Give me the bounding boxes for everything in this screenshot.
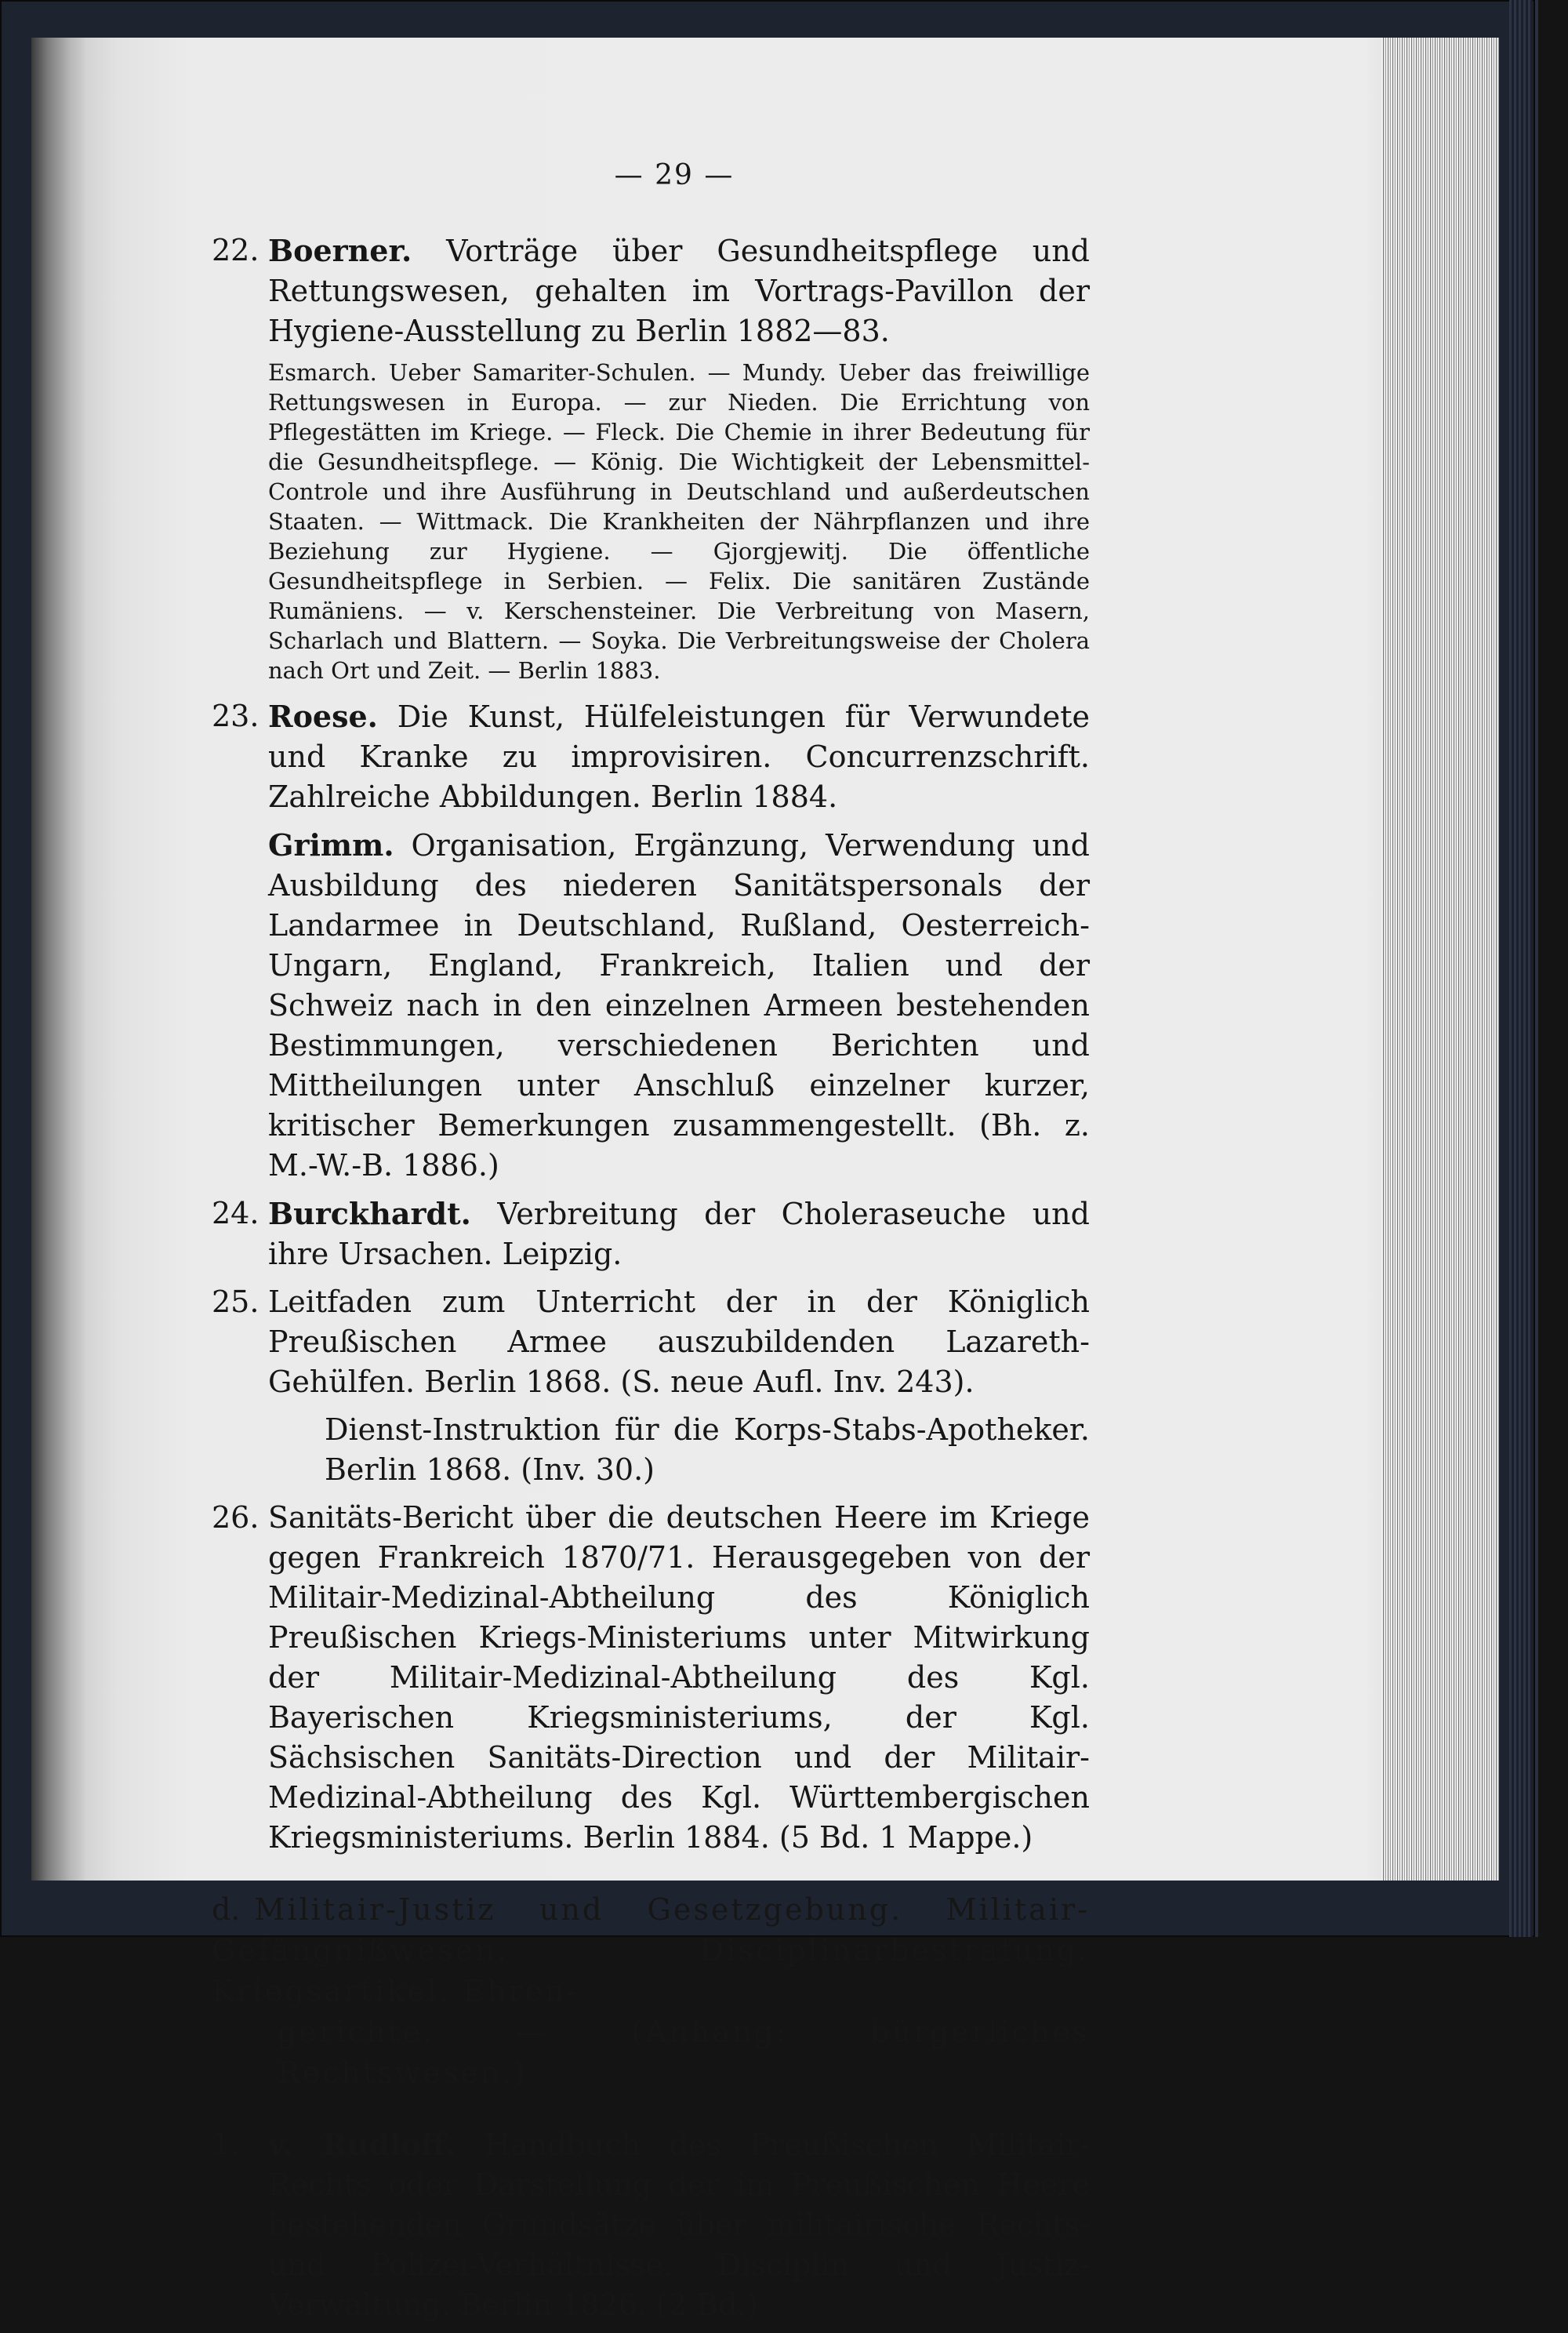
- entry-text: Leitfaden zum Unterricht der in der Königlich Preußischen Armee auszubildenden Lazareth-Gehülfen. Berlin 1868. (S. neue Aufl. Inv. 243).: [268, 1285, 1090, 1399]
- entry-contents: Esmarch. Ueber Samariter-Schulen. — Mundy. Ueber das freiwillige Rettungswesen in Europa. — zur Nieden. Die Errichtung von Pflegestätten im Kriege. — Fleck. Die Chemie in ihrer Bedeutung für die Gesundheitspflege. — König. Die Wichtigkeit der Lebensmittel-Controle und ihre Ausführung in Deutschland und außerdeutschen Staaten. — Wittmack. Die Krankheiten der Nährpflanzen und ihre Beziehung zur Hygiene. — Gjorgjewitj. Die öffentliche Gesundheitspflege in Serbien. — Felix. Die sanitären Zustände Rumäniens. — v. Kerschensteiner. Die Verbreitung von Masern, Scharlach und Blattern. — Soyka. Die Verbreitungsweise der Cholera nach Ort und Zeit. — Berlin 1883.: [268, 359, 1090, 684]
- page-number: — 29 —: [614, 159, 735, 191]
- entry-dienst-instruktion: [212, 1410, 1090, 1490]
- entry-23: [212, 696, 1090, 817]
- cover-edge: [1509, 0, 1533, 1937]
- entry-author: Grimm.: [268, 827, 394, 863]
- entry-text: Verbreitung der Choleraseuche und ihre Ursachen. Leipzig.: [268, 1197, 1090, 1271]
- entry-text: Vorträge über Gesundheitspflege und Rettungswesen, gehalten im Vortrags-Pavillon der Hygiene-Ausstellung zu Berlin 1882—83.: [268, 234, 1090, 348]
- section-letter: d.: [212, 1892, 241, 1927]
- entry-text: Sanitäts-Bericht über die deutschen Heere im Kriege gegen Frankreich 1870/71. Herausgegeben von der Militair-Medizinal-Abtheilung des Königlich Preußischen Kriegs-Ministeriums unter Mitwirkung der Militair-Medizinal-Abtheilung des Kgl. Bayerischen Kriegsministeriums, der Kgl. Sächsischen Sanitäts-Direction und der Militair-Medizinal-Abtheilung des Kgl. Württembergischen Kriegsministeriums. Berlin 1884. (5 Bd. 1 Mappe.): [268, 1500, 1090, 1855]
- entry-25: [212, 1282, 1090, 1402]
- page-edges: [1381, 38, 1499, 1881]
- page-gutter-shadow: [31, 38, 86, 1881]
- book-page: [31, 38, 1499, 2322]
- entry-22: [212, 231, 1090, 685]
- entry-text: Handbuch des Preußischen Militair-Rechts oder Darstellung der im Preußischen Heere bestehenden Grundsätze über militairische Rechts- und Polizei-Verhältnisse. Disciplin und Justiz-Verwaltung. Berlin 1826. (2 Bd.): [268, 2128, 1090, 2322]
- page-content: [212, 155, 1090, 2333]
- entry-author: Burckhardt.: [268, 1196, 471, 1231]
- entry-number: 23.: [212, 699, 260, 733]
- entry-26: [212, 1498, 1090, 1858]
- entry-author: Roese.: [268, 699, 378, 734]
- entry-text: Dienst-Instruktion für die Korps-Stabs-Apotheker. Berlin 1868. (Inv. 30.): [325, 1412, 1090, 1487]
- section-heading: [212, 1889, 1090, 2093]
- section-title-line2: gerichte. — (Anhang: bürgerliches Rechtswesen.): [278, 2015, 1090, 2090]
- section-title-line1: Militair-Justiz und Gesetzgebung. Militair-Gefängnißwesen. Disciplinarbestrafung. Kriegsartikel. Ehren-: [212, 1892, 1090, 2008]
- entry-number: 25.: [212, 1285, 260, 1319]
- entry-1: [212, 2124, 1090, 2325]
- entry-author: v. Rudloff.: [268, 2127, 456, 2162]
- entry-number: 1.: [212, 2127, 241, 2161]
- entry-grimm: [212, 825, 1090, 1186]
- entry-number: 26.: [212, 1500, 260, 1535]
- entry-text: Die Kunst, Hülfeleistungen für Verwundete und Kranke zu improvisiren. Concurrenzschrift. Zahlreiche Abbildungen. Berlin 1884.: [268, 700, 1090, 814]
- entry-number: 22.: [212, 233, 260, 267]
- entry-author: Boerner.: [268, 233, 412, 268]
- entry-text: Organisation, Ergänzung, Verwendung und Ausbildung des niederen Sanitätspersonals der Landarmee in Deutschland, Rußland, Oesterreich-Ungarn, England, Frankreich, Italien und der Schweiz nach in den einzelnen Armeen bestehenden Bestimmungen, verschiedenen Berichten und Mittheilungen unter Anschluß einzelner kurzer, kritischer Bemerkungen zusammengestellt. (Bh. z. M.-W.-B. 1886.): [268, 828, 1090, 1183]
- entry-number: 24.: [212, 1196, 260, 1230]
- entry-24: [212, 1194, 1090, 1274]
